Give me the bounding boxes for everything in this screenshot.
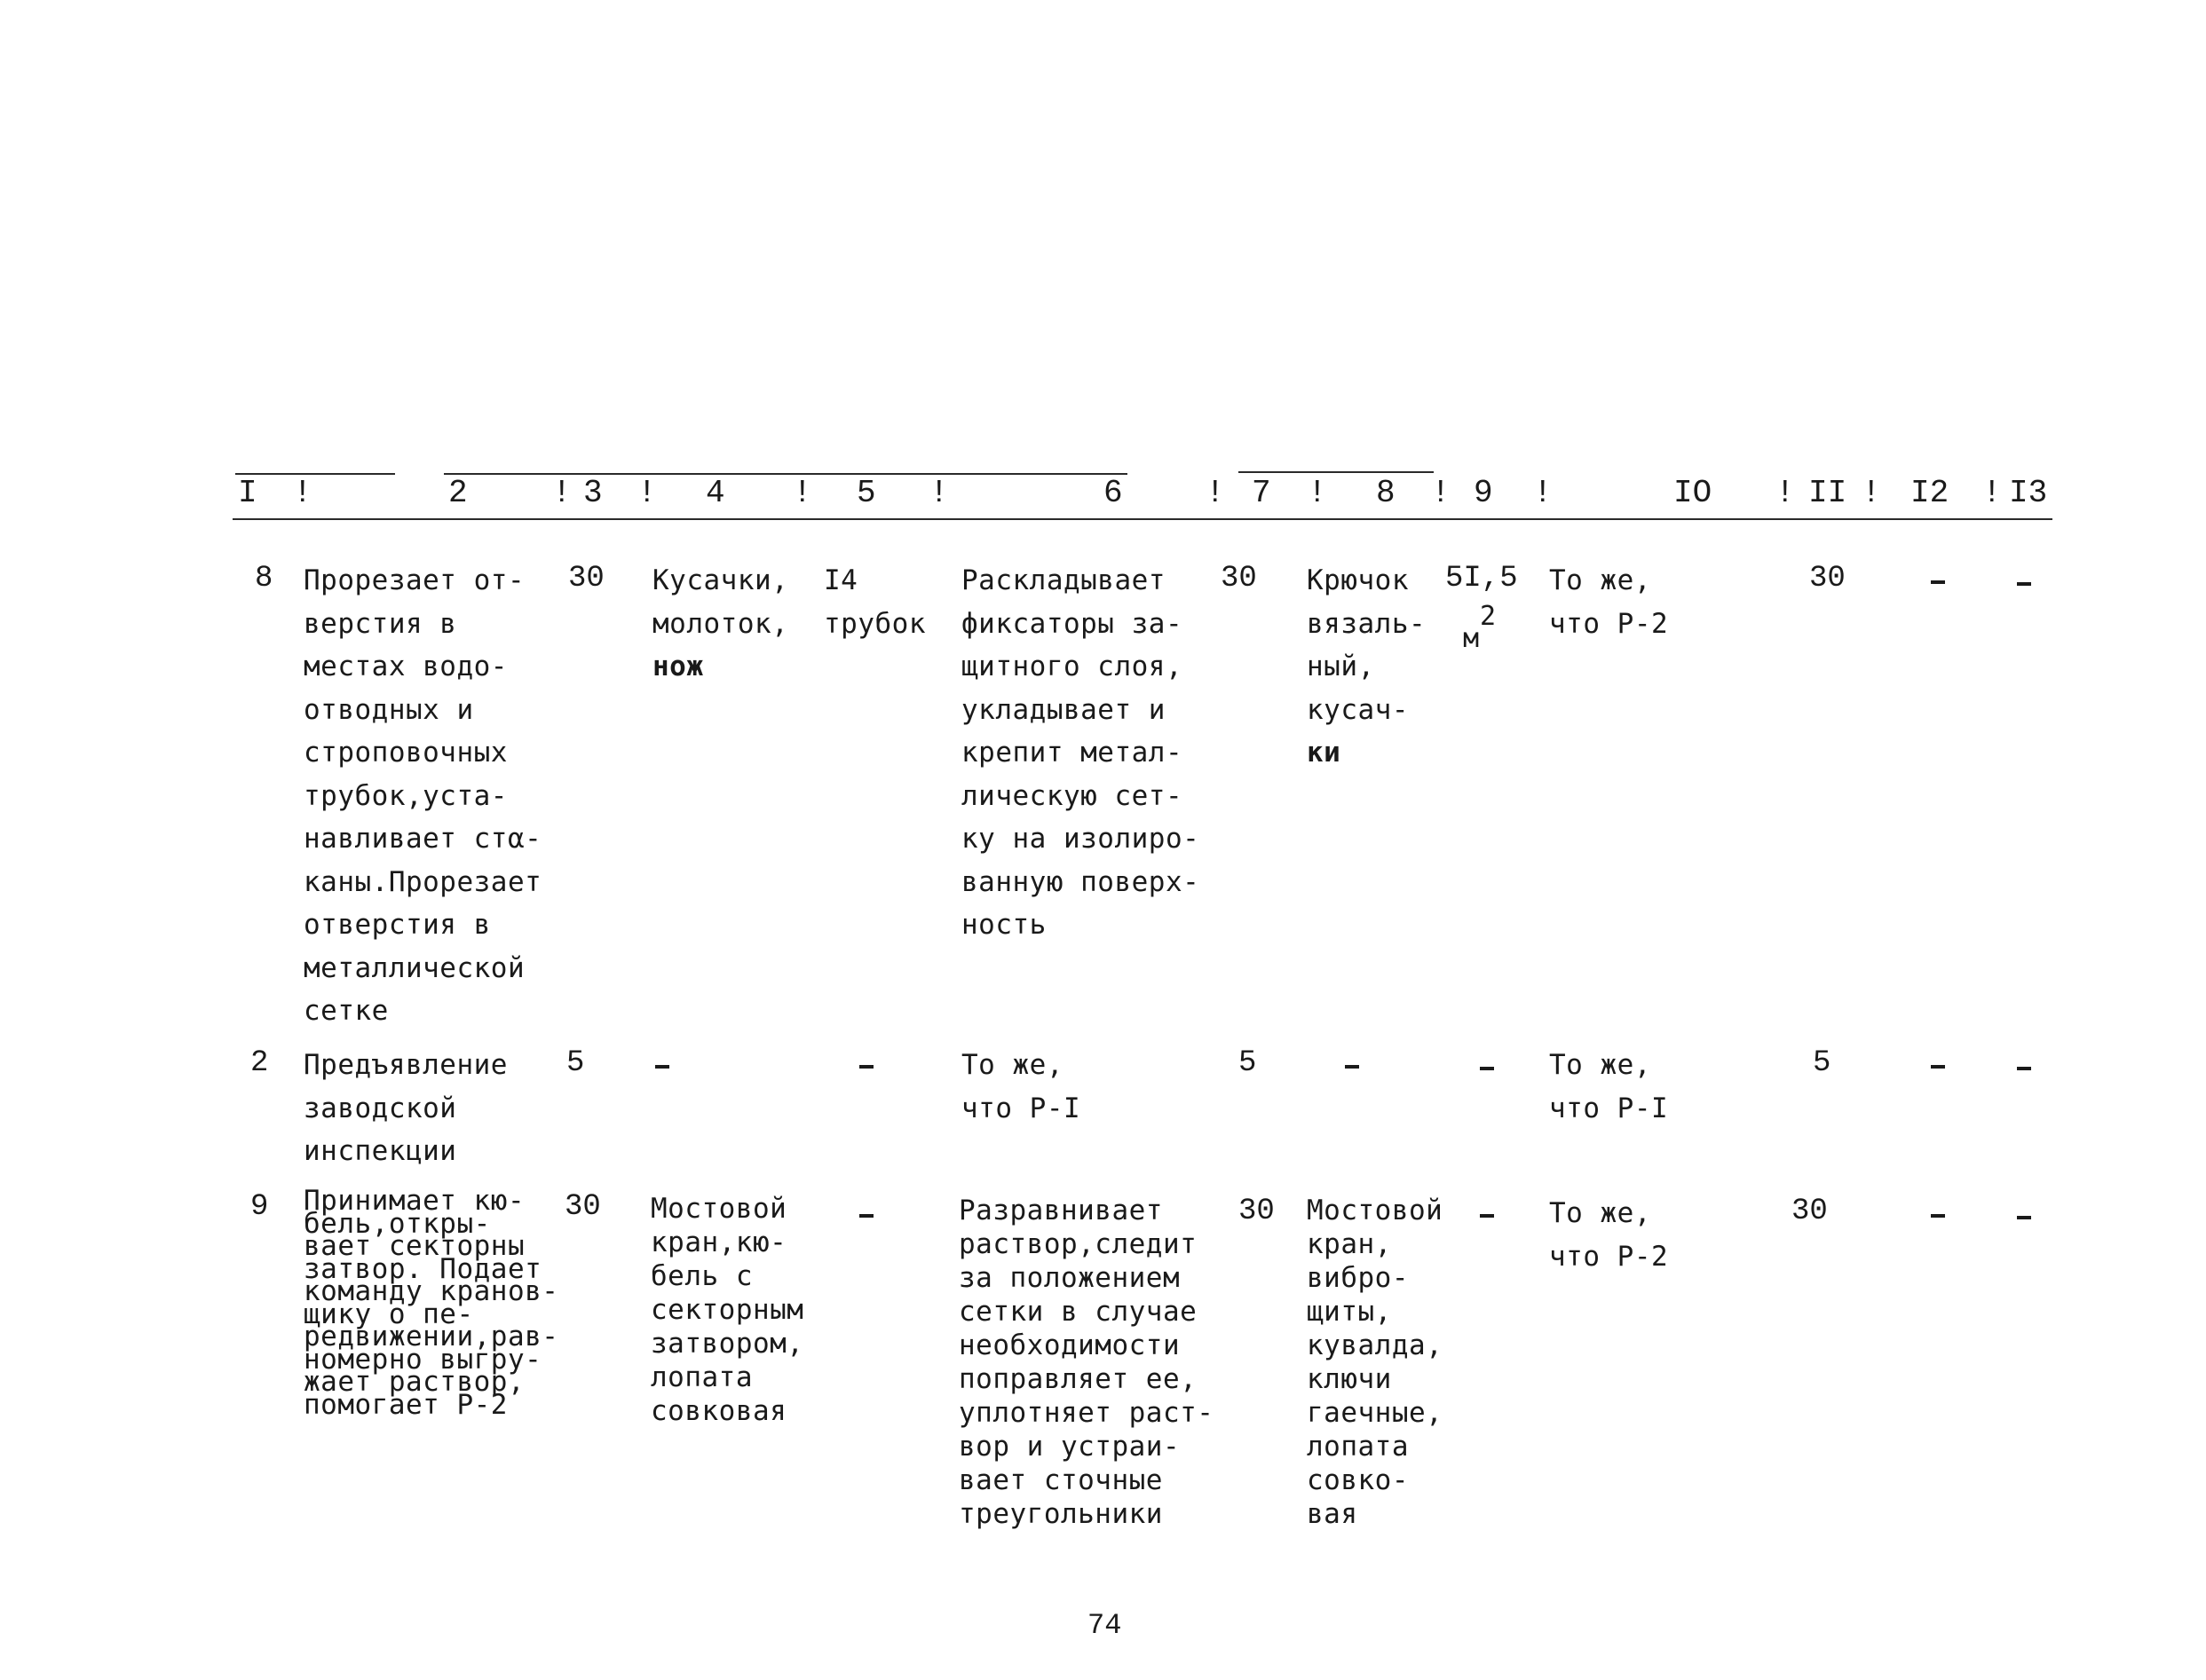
header-separator: ! — [1982, 475, 2002, 511]
header-top-rule — [235, 473, 395, 475]
header-col-10: IO — [1673, 475, 1712, 511]
header-col-1: I — [238, 475, 257, 511]
header-col-12: I2 — [1910, 475, 1949, 511]
row1-col10-text: То же, что Р-2 — [1549, 564, 1669, 640]
row1-col9-value: 5I,5 — [1445, 562, 1518, 595]
header-separator: ! — [1431, 475, 1451, 511]
row1-col8-text: Крючок вязаль- ный, кусач- — [1307, 564, 1427, 726]
row2-col3-value: 5 — [566, 1046, 585, 1080]
row1-col13-dash — [2017, 582, 2031, 586]
row1-col12-dash — [1931, 580, 1945, 584]
header-col-9: 9 — [1474, 475, 1493, 511]
row2-col5-dash — [859, 1065, 874, 1069]
row3-col12-dash — [1931, 1214, 1945, 1218]
header-top-rule — [1238, 471, 1434, 473]
row3-col8-text: Мостовой кран, вибро- щиты, кувалда, ключи гаечные, лопата совко- вая — [1307, 1195, 1443, 1530]
header-separator: ! — [637, 475, 657, 511]
row2-col12-dash — [1931, 1065, 1945, 1069]
header-col-5: 5 — [857, 475, 876, 511]
row1-col7-value: 30 — [1221, 562, 1257, 595]
header-separator: ! — [552, 475, 572, 511]
row3-col10-text: То же, что Р-2 — [1549, 1197, 1669, 1273]
row1-col5-text: I4 трубок — [824, 564, 926, 640]
page-number: 74 — [1087, 1609, 1122, 1642]
row1-col11-value: 30 — [1809, 562, 1846, 595]
row2-col8-dash — [1345, 1065, 1359, 1069]
row3-col3-value: 30 — [565, 1190, 601, 1224]
header-bottom-rule — [233, 518, 2052, 520]
header-top-rule — [444, 473, 1127, 475]
row1-col3-value: 30 — [568, 562, 605, 595]
row2-col9-dash — [1480, 1067, 1494, 1070]
header-separator: ! — [293, 475, 312, 511]
row3-tools-text: Мостовой кран,кю- бель с секторным затвором, лопата совковая — [651, 1193, 804, 1427]
row3-col5-dash — [859, 1214, 874, 1218]
row2-col7-value: 5 — [1238, 1046, 1257, 1080]
row2-col1-number: 2 — [250, 1046, 269, 1080]
header-separator: ! — [929, 475, 949, 511]
row3-col13-dash — [2017, 1216, 2031, 1219]
header-separator: ! — [793, 475, 812, 511]
row1-col9-exponent: 2 — [1480, 601, 1497, 632]
row2-col6-text: То же, что Р-I — [961, 1049, 1081, 1124]
row1-col8-text-bold: ки — [1307, 737, 1341, 769]
header-separator: ! — [1862, 475, 1881, 511]
row2-operation-text: Предъявление заводской инспекции — [304, 1049, 508, 1167]
row1-col6-text: Раскладывает фиксаторы за- щитного слоя, укладывает и крепит метал- лическую сет- ку на изолиро- ванную поверх- ность — [961, 564, 1200, 941]
row2-col13-dash — [2017, 1067, 2031, 1070]
row3-col11-value: 30 — [1791, 1195, 1828, 1228]
header-separator: ! — [1775, 475, 1795, 511]
header-col-13: I3 — [2009, 475, 2048, 511]
row3-col6-text: Разравнивает раствор,следит за положением сетки в случае необходимости поправляет ее, уплотняет раст- вор и устраи- вает сточные треугольники — [959, 1195, 1214, 1530]
header-col-6: 6 — [1103, 475, 1123, 511]
header-separator: ! — [1533, 475, 1553, 511]
row1-operation-text: Прорезает от- верстия в местах водо- отводных и строповочных трубок,уста- навливает стα- каны.Прорезает отверстия в металлической сетке — [304, 564, 542, 1027]
row1-col9-unit: м — [1463, 623, 1480, 654]
header-col-11: II — [1808, 475, 1847, 511]
header-separator: ! — [1308, 475, 1327, 511]
header-col-8: 8 — [1376, 475, 1396, 511]
row1-tools-text-bold: нож — [652, 651, 704, 682]
row3-operation-text: Принимает кю- бель,откры- вает секторны затвор. Подает команду кранов- щику о пе- редвижении,рав- номерно выгру- жает раствор, помогает Р-2 — [304, 1185, 559, 1421]
header-col-3: 3 — [583, 475, 603, 511]
row2-col11-value: 5 — [1813, 1046, 1831, 1080]
row3-col9-dash — [1480, 1214, 1494, 1218]
row1-tools-text: Кусачки, молоток, — [652, 564, 789, 640]
header-col-4: 4 — [706, 475, 725, 511]
header-col-2: 2 — [448, 475, 468, 511]
row3-col1-number: 9 — [250, 1190, 269, 1224]
row3-col7-value: 30 — [1238, 1195, 1275, 1228]
header-col-7: 7 — [1252, 475, 1271, 511]
row1-col1-number: 8 — [255, 562, 273, 595]
row2-col10-text: То же, что Р-I — [1549, 1049, 1669, 1124]
header-separator: ! — [1206, 475, 1225, 511]
row2-col4-dash — [655, 1065, 669, 1069]
